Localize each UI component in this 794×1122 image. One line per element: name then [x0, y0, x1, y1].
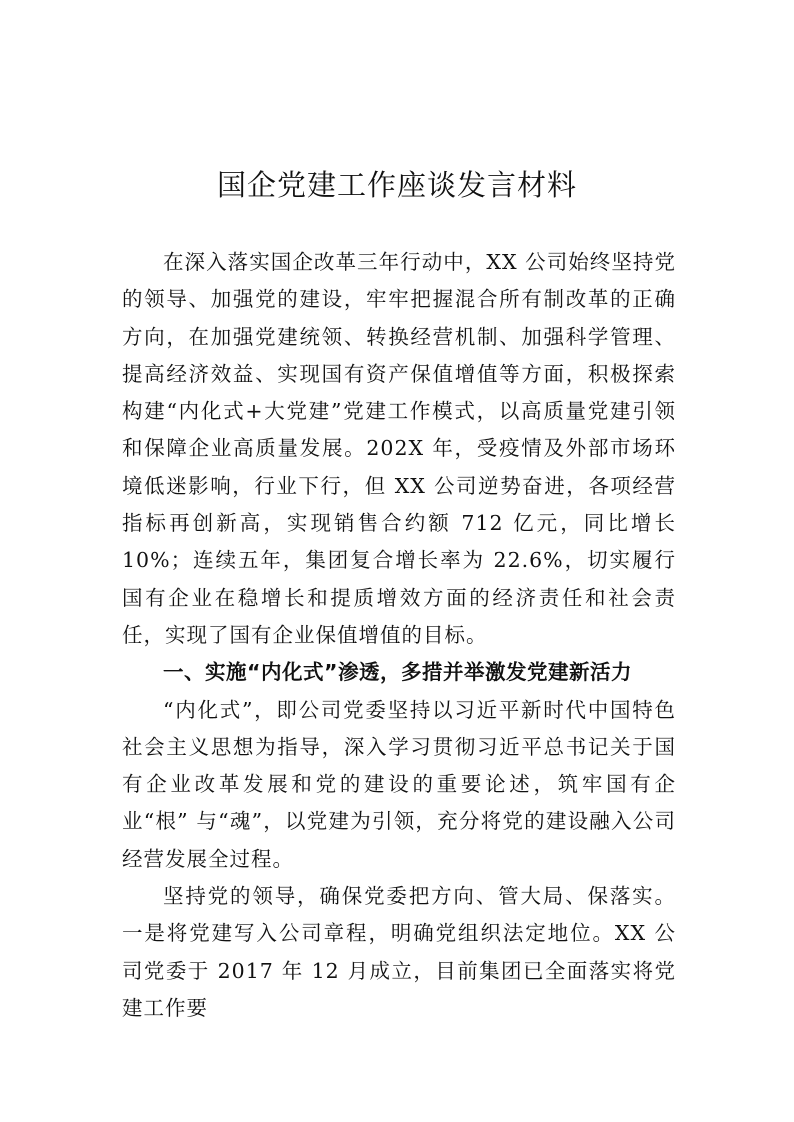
paragraph-internalization: “内化式”，即公司党委坚持以习近平新时代中国特色社会主义思想为指导，深入学习贯彻习近平总书记关于国有企业改革发展和党的建设的重要论述，筑牢国有企业“根” 与“魂”，以党建为引领，充分将党的建设融入公司经营发展全过程。 [122, 697, 676, 871]
paragraph-party-leadership: 坚持党的领导，确保党委把方向、管大局、保落实。一是将党建写入公司章程，明确党组织法定地位。XX 公司党委于 2017 年 12 月成立，目前集团已全面落实将党建工作要 [122, 884, 676, 1020]
section-heading-1: 一、实施“内化式”渗透，多措并举激发党建新活力 [163, 660, 632, 685]
document-title: 国企党建工作座谈发言材料 [216, 168, 577, 203]
document-body [122, 244, 676, 1027]
paragraph-intro: 在深入落实国企改革三年行动中，XX 公司始终坚持党的领导、加强党的建设，牢牢把握混合所有制改革的正确方向，在加强党建统领、转换经营机制、加强科学管理、提高经济效益、实现国有资产保值增值等方面，积极探索构建“内化式+大党建”党建工作模式，以高质量党建引领和保障企业高质量发展。202X 年，受疫情及外部市场环境低迷影响，行业下行，但 XX 公司逆势奋进，各项经营指标再创新高，实现销售合约额 712 亿元，同比增长 10%；连续五年，集团复合增长率为 22.6%，切实履行国有企业在稳增长和提质增效方面的经济责任和社会责任，实现了国有企业保值增值的目标。 [122, 250, 676, 647]
